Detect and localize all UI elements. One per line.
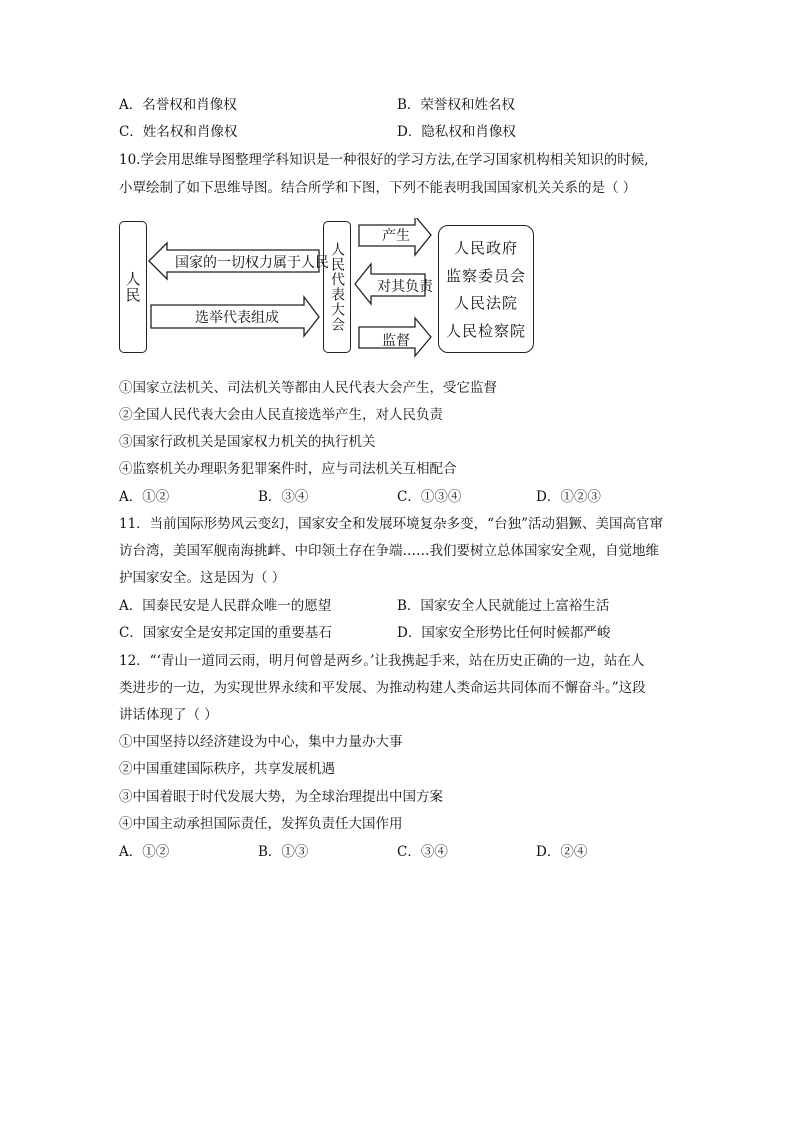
- q11-stem-line1: 11．当前国际形势风云变幻，国家安全和发展环境复杂多变，“台独”活动猖獗、美国高官窜: [119, 516, 663, 532]
- q12-option-c: C．③④: [397, 844, 448, 860]
- q11-stem-line2: 访台湾，美国军舰南海挑衅、中印领土存在争端……我们要树立总体国家安全观，自觉地维: [119, 543, 659, 559]
- q11-option-b: B．国家安全人民就能过上富裕生活: [397, 598, 610, 614]
- q11-option-a: A．国泰民安是人民群众唯一的愿望: [119, 598, 332, 614]
- arrow-supervise-label: 监督: [382, 333, 410, 349]
- q12-statement-4: ④中国主动承担国际责任，发挥负责任大国作用: [119, 816, 403, 832]
- q10-statement-3: ③国家行政机关是国家权力机关的执行机关: [119, 434, 376, 450]
- q12-statement-3: ③中国着眼于时代发展大势，为全球治理提出中国方案: [119, 789, 443, 805]
- q10-stem-line1: 10.学会用思维导图整理学科知识是一种很好的学习方法,在学习国家机构相关知识的时候,: [119, 152, 649, 168]
- q10-statement-4: ④监察机关办理职务犯罪案件时，应与司法机关互相配合: [119, 461, 457, 477]
- q10-option-d: D．①②③: [536, 489, 601, 505]
- q12-option-b: B．①③: [258, 844, 309, 860]
- q10-stem-line2: 小覃绘制了如下思维导图。结合所学和下图，下列不能表明我国国家机关关系的是（ ）: [119, 180, 637, 196]
- q10-option-c: C．①③④: [397, 489, 462, 505]
- arrow-produce-label: 产生: [382, 228, 410, 244]
- q10-option-b: B．③④: [258, 489, 309, 505]
- q10-statement-1: ①国家立法机关、司法机关等都由人民代表大会产生，受它监督: [119, 380, 497, 396]
- arrow-responsible-label: 对其负责: [377, 279, 433, 295]
- q12-statement-1: ①中国坚持以经济建设为中心，集中力量办大事: [119, 734, 403, 750]
- organ-supervision: 监察委员会: [445, 266, 526, 285]
- q10-option-a: A．①②: [119, 489, 170, 505]
- q12-stem-line3: 讲话体现了（ ）: [119, 707, 218, 723]
- q9-option-a: A．名誉权和肖像权: [119, 97, 237, 113]
- q12-option-a: A．①②: [119, 844, 170, 860]
- congress-box: 人民代表大会: [323, 221, 351, 353]
- organ-court: 人民法院: [453, 294, 518, 313]
- q12-stem-line1: 12．“‘青山一道同云雨，明月何曾是两乡。’让我携起手来，站在历史正确的一边，站在人: [119, 653, 645, 669]
- q12-statement-2: ②中国重建国际秩序，共享发展机遇: [119, 761, 335, 777]
- organ-procuratorate: 人民检察院: [445, 321, 526, 340]
- q9-option-d: D．隐私权和肖像权: [397, 124, 516, 140]
- q10-statement-2: ②全国人民代表大会由人民直接选举产生，对人民负责: [119, 407, 443, 423]
- organ-government: 人民政府: [453, 239, 518, 258]
- people-box: 人民: [119, 221, 147, 353]
- q9-option-c: C．姓名权和肖像权: [119, 124, 238, 140]
- state-organs-box: [438, 225, 534, 353]
- q11-option-c: C．国家安全是安邦定国的重要基石: [119, 625, 332, 641]
- arrow-elect-label: 选举代表组成: [195, 310, 279, 326]
- q10-mind-map: [119, 218, 539, 358]
- q12-stem-line2: 类进步的一边，为实现世界永续和平发展、为推动构建人类命运共同体而不懈奋斗。”这段: [119, 680, 646, 696]
- q11-option-d: D．国家安全形势比任何时候都严峻: [397, 625, 611, 641]
- q11-stem-line3: 护国家安全。这是因为（ ）: [119, 570, 286, 586]
- q12-option-d: D．②④: [536, 844, 588, 860]
- arrow-power-label: 国家的一切权力属于人民: [175, 255, 329, 271]
- q9-option-b: B．荣誉权和姓名权: [397, 97, 515, 113]
